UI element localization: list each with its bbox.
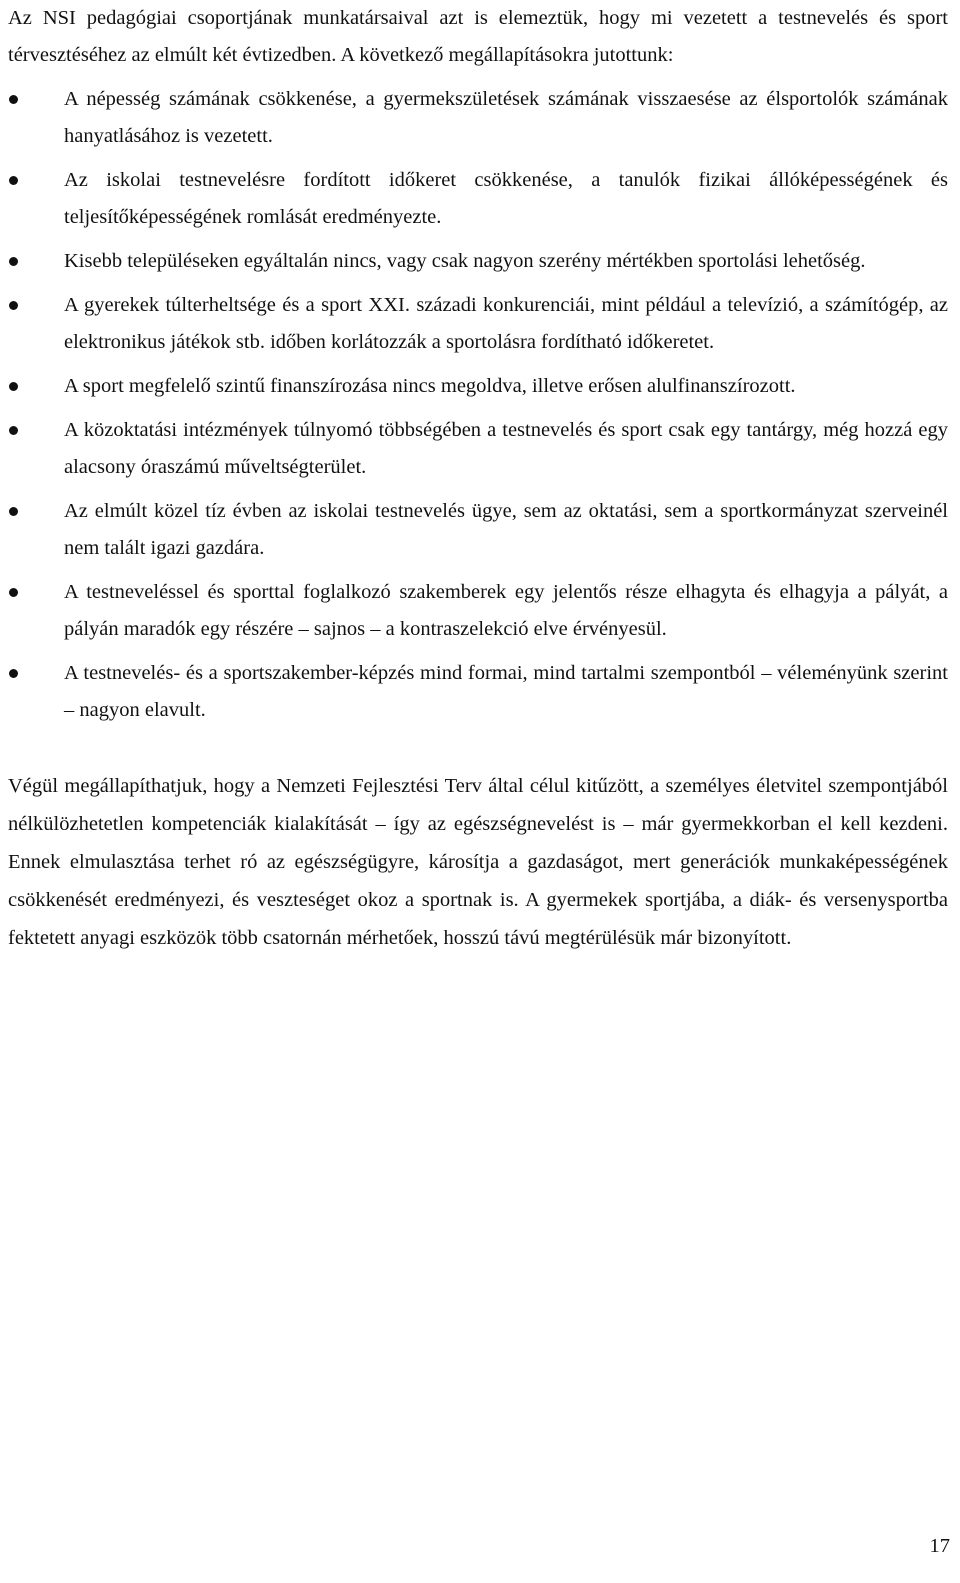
list-item-text: Az elmúlt közel tíz évben az iskolai testnevelés ügye, sem az oktatási, sem a sportkormányzat szerveinél nem talált igazi gazdára. [64, 500, 948, 559]
bullet-icon [9, 95, 18, 104]
closing-paragraph: Végül megállapíthatjuk, hogy a Nemzeti Fejlesztési Terv által célul kitűzött, a személyes életvitel szempontjából nélkülözhetetlen kompetenciák kialakítását – így az egészségnevelést is – már gyermekkorban el kell kezdeni. Ennek elmulasztása terhet ró az egészségügyre, károsítja a gazdaságot, mert generációk munkaképességének csökkenését eredményezi, és veszteséget okoz a sportnak is. A gyermekek sportjába, a diák- és versenysportba fektetett anyagi eszközök több csatornán mérhetőek, hosszú távú megtérülésük már bizonyított. [8, 775, 948, 949]
list-item-text: Az iskolai testnevelésre fordított időkeret csökkenése, a tanulók fizikai állóképességének és teljesítőképességének romlását eredményezte. [64, 169, 948, 228]
bullet-icon [9, 301, 18, 310]
list-item [8, 412, 948, 486]
list-item [8, 493, 948, 567]
list-item-text: A népesség számának csökkenése, a gyermekszületések számának visszaesése az élsportolók számának hanyatlásához is vezetett. [64, 88, 948, 147]
bullet-icon [9, 176, 18, 185]
bullet-icon [9, 382, 18, 391]
list-item-text: A gyerekek túlterheltsége és a sport XXI. századi konkurenciái, mint például a televízió, a számítógép, az elektronikus játékok stb. időben korlátozzák a sportolásra fordítható időkeretet. [64, 294, 948, 353]
findings-list [8, 81, 948, 729]
list-item [8, 574, 948, 648]
list-item-text: A közoktatási intézmények túlnyomó többségében a testnevelés és sport csak egy tantárgy, még hozzá egy alacsony óraszámú műveltségterület. [64, 419, 948, 478]
list-item [8, 287, 948, 361]
list-item-text: Kisebb településeken egyáltalán nincs, vagy csak nagyon szerény mértékben sportolási lehetőség. [64, 250, 866, 272]
intro-paragraph: Az NSI pedagógiai csoportjának munkatársaival azt is elemeztük, hogy mi vezetett a testnevelés és sport térvesztéséhez az elmúlt két évtizedben. A következő megállapításokra jutottunk: [8, 7, 948, 66]
list-item [8, 368, 948, 405]
list-item-text: A testnevelés- és a sportszakember-képzés mind formai, mind tartalmi szempontból – véleményünk szerint – nagyon elavult. [64, 662, 948, 721]
page-number: 17 [929, 1535, 950, 1557]
bullet-icon [9, 669, 18, 678]
list-item [8, 81, 948, 155]
list-item-text: A sport megfelelő szintű finanszírozása nincs megoldva, illetve erősen alulfinanszírozott. [64, 375, 796, 397]
list-item [8, 243, 948, 280]
document-page [8, 0, 948, 957]
bullet-icon [9, 257, 18, 266]
bullet-icon [9, 588, 18, 597]
bullet-icon [9, 507, 18, 516]
list-item-text: A testneveléssel és sporttal foglalkozó szakemberek egy jelentős része elhagyta és elhagyja a pályát, a pályán maradók egy részére – sajnos – a kontraszelekció elve érvényesül. [64, 581, 948, 640]
list-item [8, 655, 948, 729]
bullet-icon [9, 426, 18, 435]
list-item [8, 162, 948, 236]
